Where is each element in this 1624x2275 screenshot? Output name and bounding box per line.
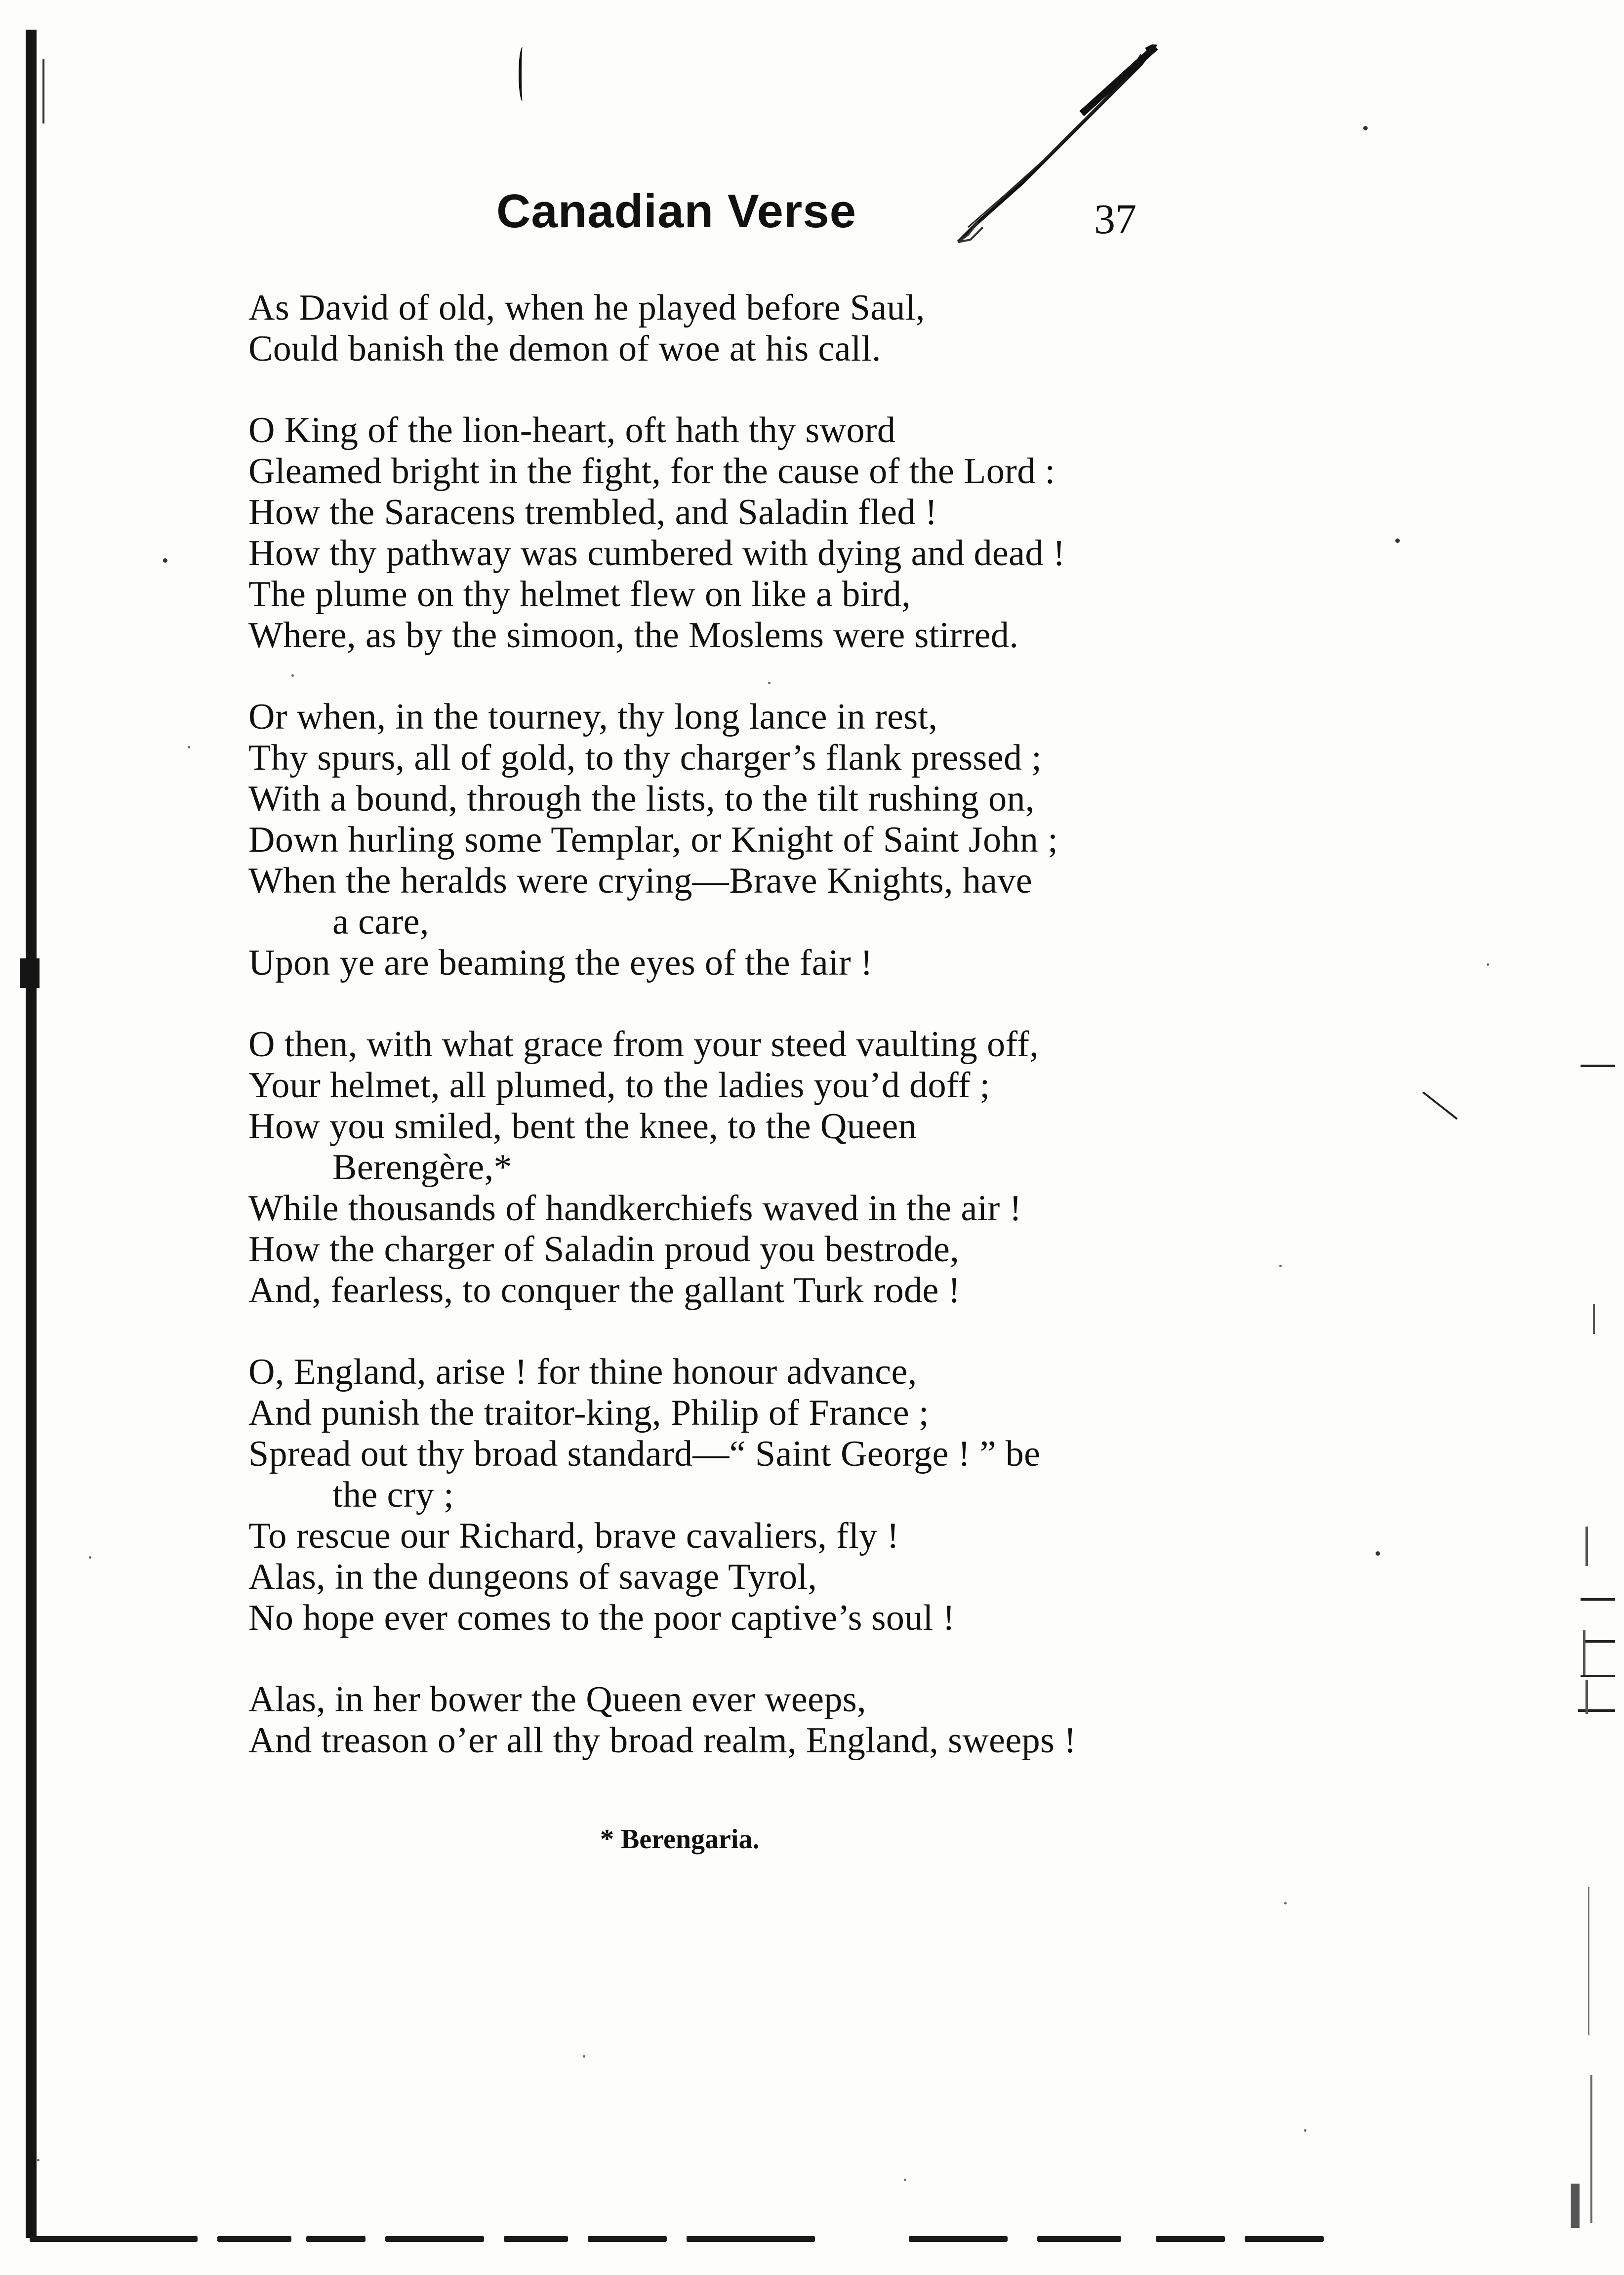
poem-line: Gleamed bright in the fight, for the cause of the Lord : (248, 451, 1056, 492)
scan-speck (163, 558, 167, 563)
poem-line-continuation: Berengère,* (332, 1147, 512, 1188)
scan-speck (1304, 2129, 1306, 2132)
binding-rule (26, 30, 37, 2238)
edge-mark (1583, 1640, 1615, 1643)
poem-line: Down hurling some Templar, or Knight of Saint John ; (248, 820, 1058, 860)
poem-line: Thy spurs, all of gold, to thy charger’s flank pressed ; (248, 738, 1042, 778)
poem-line: The plume on thy helmet flew on like a bird, (248, 574, 911, 615)
poem-line: O then, with what grace from your steed vaulting off, (248, 1024, 1039, 1065)
edge-mark (1585, 1527, 1588, 1566)
poem-line: O King of the lion-heart, oft hath thy sword (248, 410, 896, 451)
poem-line: How thy pathway was cumbered with dying and dead ! (248, 533, 1065, 574)
poem-line: While thousands of handkerchiefs waved in the air ! (248, 1188, 1022, 1229)
poem-line: As David of old, when he played before Saul, (248, 288, 925, 328)
poem-line: When the heralds were crying—Brave Knights, have (248, 861, 1033, 901)
scan-speck (1487, 963, 1489, 966)
edge-mark (1588, 1887, 1589, 2035)
poem-line: Where, as by the simoon, the Moslems were stirred. (248, 615, 1019, 656)
poem-line: And, fearless, to conquer the gallant Turk rode ! (248, 1270, 961, 1311)
stanza (248, 697, 1162, 984)
poem-line: And treason o’er all thy broad realm, England, sweeps ! (248, 1720, 1077, 1761)
edge-mark (1571, 2184, 1580, 2228)
poem-line: Alas, in her bower the Queen ever weeps, (248, 1679, 866, 1720)
edge-mark (1581, 1598, 1615, 1601)
poem-line: How the Saracens trembled, and Saladin fled ! (248, 492, 937, 533)
binding-tick (20, 958, 40, 988)
edge-mark (1593, 1304, 1595, 1334)
poem-line: Spread out thy broad standard—“ Saint George ! ” be (248, 1434, 1041, 1474)
stanza (248, 288, 1162, 370)
poem-line-continuation: a care, (332, 902, 429, 942)
stanza (248, 1352, 1162, 1639)
edge-mark (1581, 1065, 1615, 1067)
poem-line: How the charger of Saladin proud you bestrode, (248, 1229, 960, 1270)
edge-mark (1583, 1630, 1585, 1675)
poem-line: O, England, arise ! for thine honour advance, (248, 1352, 917, 1392)
poem-line: How you smiled, bent the knee, to the Queen (248, 1106, 917, 1147)
stray-stroke (1422, 1092, 1462, 1121)
edge-mark (1578, 1709, 1615, 1712)
poem-line: To rescue our Richard, brave cavaliers, fly ! (248, 1516, 899, 1556)
scan-speck (1395, 538, 1400, 543)
poem-body (248, 288, 1162, 1802)
poem-line-continuation: the cry ; (332, 1475, 454, 1515)
poem-line: With a bound, through the lists, to the tilt rushing on, (248, 779, 1035, 819)
page-number: 37 (1094, 195, 1137, 243)
poem-line: Upon ye are beaming the eyes of the fair ! (248, 943, 873, 983)
edge-mark (1590, 2075, 1592, 2223)
scan-speck (768, 682, 771, 684)
binding-mark (42, 59, 44, 124)
scan-speck (37, 2159, 40, 2161)
footnote: * Berengaria. (600, 1824, 760, 1855)
poem-line: Your helmet, all plumed, to the ladies you’d doff ; (248, 1065, 990, 1106)
scan-speck (1363, 126, 1368, 130)
scan-speck (89, 1556, 91, 1559)
scan-speck (904, 2179, 906, 2181)
scan-speck (188, 746, 190, 748)
poem-line: Or when, in the tourney, thy long lance in rest, (248, 697, 938, 737)
stanza (248, 1679, 1162, 1761)
scan-speck (1284, 1902, 1287, 1904)
poem-line: Could banish the demon of woe at his call. (248, 329, 881, 369)
running-head-title: Canadian Verse (496, 185, 857, 238)
stanza (248, 410, 1162, 656)
poem-line: Alas, in the dungeons of savage Tyrol, (248, 1557, 817, 1597)
poem-line: And punish the traitor-king, Philip of France ; (248, 1393, 929, 1433)
edge-mark (1585, 1680, 1588, 1714)
scan-speck (1376, 1551, 1380, 1556)
scan-speck (583, 2055, 585, 2058)
stanza (248, 1024, 1162, 1311)
poem-line: No hope ever comes to the poor captive’s soul ! (248, 1598, 955, 1638)
scan-speck (291, 674, 294, 677)
bottom-edge-noise (30, 2233, 1353, 2246)
edge-mark (1581, 1675, 1615, 1677)
scan-speck (1279, 1265, 1282, 1267)
stray-ink-mark (519, 47, 527, 101)
